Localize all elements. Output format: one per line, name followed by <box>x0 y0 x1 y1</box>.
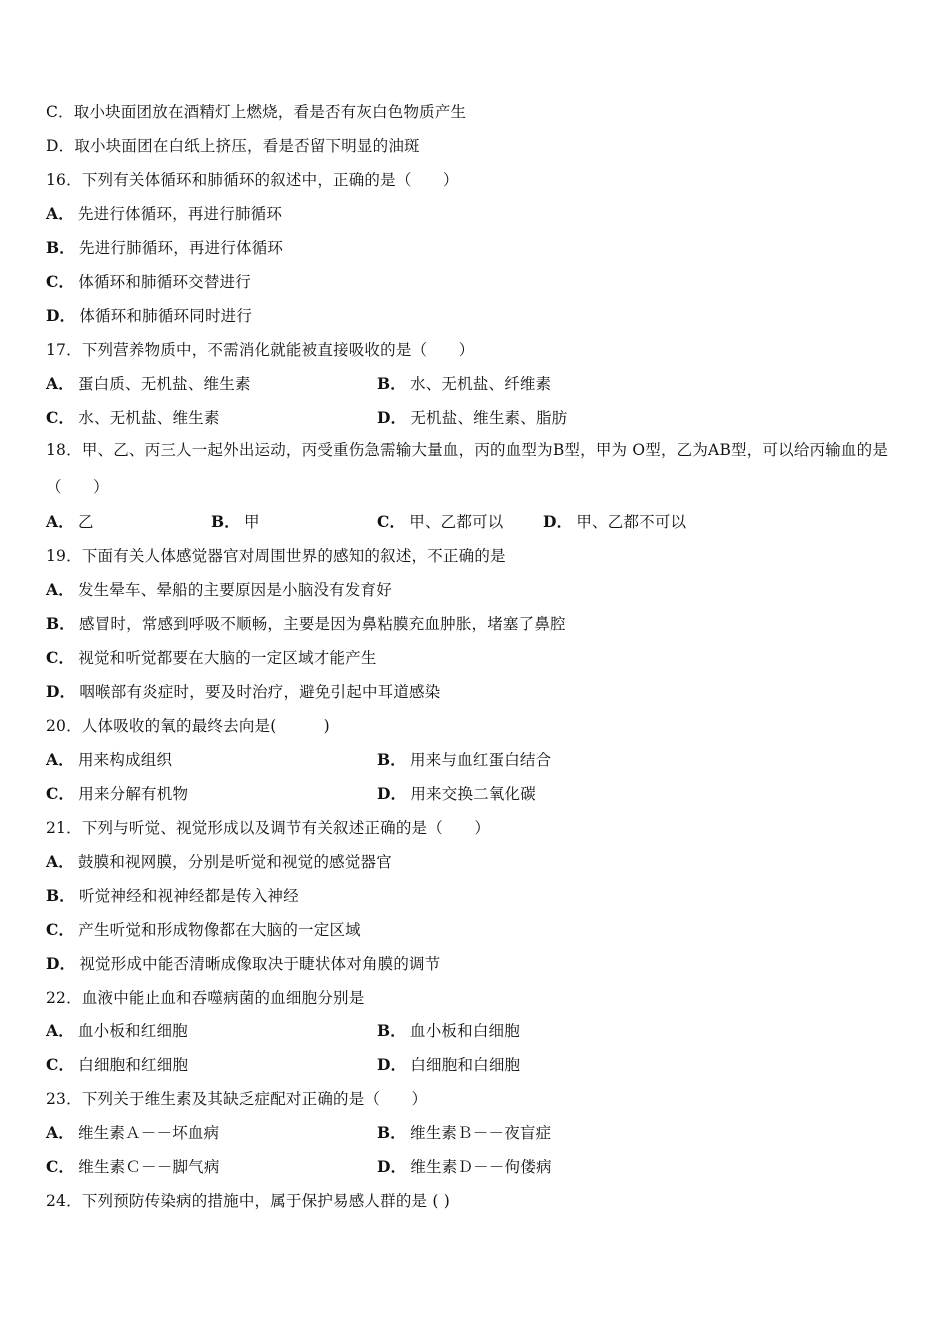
option-label: B． <box>46 614 76 633</box>
q23-option-c <box>46 1158 220 1176</box>
q18-option-b <box>211 512 260 532</box>
q22-option-b <box>377 1021 520 1041</box>
q19-stem: 19．下面有关人体感觉器官对周围世界的感知的叙述，不正确的是 <box>46 547 506 565</box>
q23-option-a <box>46 1124 219 1142</box>
option-label: D． <box>46 682 76 701</box>
option-label: C． <box>46 272 75 291</box>
option-label: C． <box>46 408 75 427</box>
q15-option-c: C．取小块面团放在酒精灯上燃烧，看是否有灰白色物质产生 <box>46 103 467 121</box>
q16-option-b <box>46 238 283 258</box>
q17-options-row1 <box>46 374 906 394</box>
q18-option-d <box>543 512 686 532</box>
q17-option-d <box>377 408 567 428</box>
option-label: D． <box>377 1157 407 1176</box>
q20-option-d <box>377 784 536 804</box>
option-label: D． <box>543 512 573 531</box>
option-label: A． <box>46 750 74 769</box>
q21-stem: 21．下列与听觉、视觉形成以及调节有关叙述正确的是（ ） <box>46 819 491 837</box>
option-text: 用来交换二氧化碳 <box>410 785 536 803</box>
q22-option-a <box>46 1022 188 1040</box>
option-text: 鼓膜和视网膜，分别是听觉和视觉的感觉器官 <box>77 853 392 871</box>
q23-stem: 23．下列关于维生素及其缺乏症配对正确的是（ ） <box>46 1090 428 1108</box>
option-label: B． <box>377 374 407 393</box>
option-text: 维生素Ａ－－坏血病 <box>77 1124 220 1142</box>
q22-options-row2 <box>46 1055 906 1075</box>
option-text: 听觉神经和视神经都是传入神经 <box>79 887 299 905</box>
q20-options-row2 <box>46 784 906 804</box>
option-text: 甲 <box>244 513 260 531</box>
option-text: 感冒时，常感到呼吸不顺畅，主要是因为鼻粘膜充血肿胀，堵塞了鼻腔 <box>79 615 566 633</box>
q23-options-row1 <box>46 1123 906 1143</box>
option-label: C． <box>377 512 406 531</box>
q18-option-c <box>377 512 503 532</box>
q17-stem: 17．下列营养物质中，不需消化就能被直接吸收的是（ ） <box>46 341 475 359</box>
option-text: 蛋白质、无机盐、维生素 <box>77 375 251 393</box>
q22-stem: 22．血液中能止血和吞噬病菌的血细胞分别是 <box>46 989 365 1007</box>
option-text: 甲、乙都不可以 <box>576 513 687 531</box>
q19-option-d <box>46 682 440 702</box>
option-text: 血小板和红细胞 <box>77 1022 188 1040</box>
option-text: 维生素Ｃ－－脚气病 <box>78 1158 220 1176</box>
option-label: A． <box>46 1123 74 1142</box>
q21-option-d <box>46 954 440 974</box>
option-text: 体循环和肺循环交替进行 <box>78 273 251 291</box>
option-label: D． <box>46 954 76 973</box>
option-text: 维生素Ｄ－－佝偻病 <box>410 1158 552 1176</box>
q24-stem: 24．下列预防传染病的措施中，属于保护易感人群的是 ( ) <box>46 1192 450 1210</box>
q17-option-a <box>46 375 251 393</box>
option-text: 维生素Ｂ－－夜盲症 <box>410 1124 552 1142</box>
option-text: 水、无机盐、纤维素 <box>410 375 552 393</box>
q20-options-row1 <box>46 750 906 770</box>
q21-option-a <box>46 852 392 872</box>
option-label: C． <box>46 920 75 939</box>
q20-option-c <box>46 785 188 803</box>
option-text: 用来构成组织 <box>77 751 173 769</box>
q22-option-d <box>377 1055 520 1075</box>
option-text: 用来与血红蛋白结合 <box>410 751 552 769</box>
option-label: D． <box>46 306 76 325</box>
q19-option-c <box>46 648 377 668</box>
option-label: B． <box>377 750 407 769</box>
q16-stem: 16．下列有关体循环和肺循环的叙述中，正确的是（ ） <box>46 171 459 189</box>
option-text: 甲、乙都可以 <box>409 513 504 531</box>
q22-option-c <box>46 1056 188 1074</box>
option-label: A． <box>46 512 74 531</box>
option-text: 血小板和白细胞 <box>410 1022 520 1040</box>
q18-option-a <box>46 513 94 531</box>
option-text: 水、无机盐、维生素 <box>78 409 220 427</box>
option-label: A． <box>46 374 74 393</box>
option-label: D． <box>377 408 407 427</box>
option-label: B． <box>211 512 241 531</box>
option-text: 白细胞和白细胞 <box>410 1056 521 1074</box>
option-text: 先进行肺循环，再进行体循环 <box>79 239 284 257</box>
option-text: 无机盐、维生素、脂肪 <box>410 409 568 427</box>
option-text: 发生晕车、晕船的主要原因是小脑没有发育好 <box>77 581 392 599</box>
option-label: B． <box>377 1123 407 1142</box>
option-label: A． <box>46 580 74 599</box>
q17-option-b <box>377 374 551 394</box>
option-label: A． <box>46 204 74 223</box>
option-text: 用来分解有机物 <box>78 785 189 803</box>
option-text: 视觉形成中能否清晰成像取决于睫状体对角膜的调节 <box>79 955 441 973</box>
q23-option-b <box>377 1123 551 1143</box>
option-text: 产生听觉和形成物像都在大脑的一定区域 <box>78 921 361 939</box>
q21-option-c <box>46 920 361 940</box>
q18-stem: 18．甲、乙、丙三人一起外出运动，丙受重伤急需输大量血，丙的血型为B型，甲为 O型，乙为AB型，可以给丙输血的是（ ） <box>46 441 889 496</box>
option-label: B． <box>46 238 76 257</box>
option-label: A． <box>46 1021 74 1040</box>
q16-option-c <box>46 272 251 292</box>
q23-option-d <box>377 1157 552 1177</box>
option-text: 体循环和肺循环同时进行 <box>79 307 253 325</box>
option-text: 咽喉部有炎症时，要及时治疗，避免引起中耳道感染 <box>79 683 441 701</box>
q20-stem: 20．人体吸收的氧的最终去向是( ) <box>46 717 330 735</box>
option-text: 乙 <box>77 513 94 531</box>
q20-option-a <box>46 751 172 769</box>
q23-options-row2 <box>46 1157 906 1177</box>
option-label: C． <box>46 1157 75 1176</box>
option-label: B． <box>377 1021 407 1040</box>
q19-option-a <box>46 580 392 600</box>
option-label: A． <box>46 852 74 871</box>
q20-option-b <box>377 750 551 770</box>
option-label: C． <box>46 648 75 667</box>
q15-option-d: D．取小块面团在白纸上挤压，看是否留下明显的油斑 <box>46 137 420 155</box>
q21-option-b <box>46 886 299 906</box>
option-label: D． <box>377 1055 407 1074</box>
option-label: C． <box>46 1055 75 1074</box>
q22-options-row1 <box>46 1021 906 1041</box>
option-text: 视觉和听觉都要在大脑的一定区域才能产生 <box>78 649 377 667</box>
q17-options-row2 <box>46 408 906 428</box>
q16-option-a <box>46 204 282 224</box>
q17-option-c <box>46 409 220 427</box>
q19-option-b <box>46 614 566 634</box>
option-label: C． <box>46 784 75 803</box>
option-label: D． <box>377 784 407 803</box>
q18-options-row <box>46 512 906 532</box>
option-label: B． <box>46 886 76 905</box>
option-text: 先进行体循环，再进行肺循环 <box>77 205 283 223</box>
option-text: 白细胞和红细胞 <box>78 1056 189 1074</box>
q16-option-d <box>46 306 252 326</box>
